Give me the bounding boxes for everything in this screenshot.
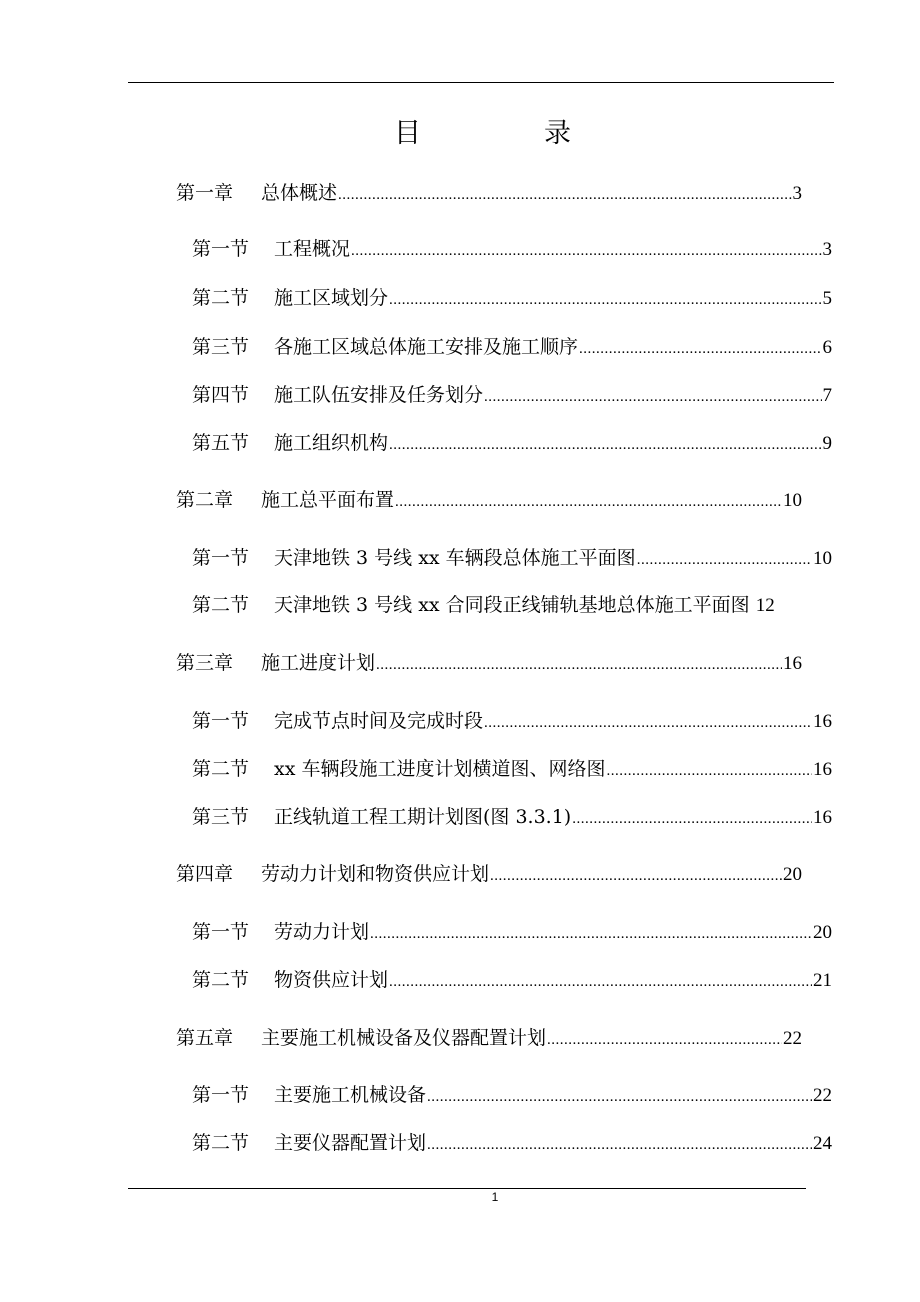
toc-entry-page: 20: [813, 922, 832, 943]
toc-entry-label: 第一节: [192, 710, 250, 732]
toc-entry-name: 正线轨道工程工期计划图(图 3.3.1): [274, 806, 572, 828]
toc-entry-leader: [606, 758, 812, 784]
toc-chapter-5[interactable]: [176, 1025, 802, 1053]
toc-entry-leader: [572, 806, 812, 832]
toc-entry-page: 7: [822, 385, 832, 406]
toc-entry-name: 劳动力计划: [274, 921, 370, 943]
toc-title: [0, 116, 920, 156]
toc-entry-label: 第三章: [176, 652, 234, 674]
toc-entry-leader: [389, 969, 812, 995]
toc-entry-label: 第四节: [192, 384, 250, 406]
toc-section-4-1[interactable]: [192, 919, 832, 947]
toc-chapter-2[interactable]: [176, 487, 802, 515]
toc-entry-name: 天津地铁 3 号线 xx 车辆段总体施工平面图: [274, 547, 636, 569]
toc-entry-leader: [547, 1027, 782, 1053]
toc-entry-leader: [484, 710, 812, 736]
toc-entry-label: 第一节: [192, 238, 250, 260]
toc-chapter-1[interactable]: [176, 180, 802, 208]
toc-entry-label: 第三节: [192, 806, 250, 828]
toc-entry-name: 主要仪器配置计划: [274, 1132, 427, 1154]
toc-title-part1: 目: [394, 118, 421, 149]
toc-entry-name: 施工总平面布置: [261, 489, 395, 511]
toc-entry-page: 16: [783, 653, 802, 674]
toc-entry-name: 施工组织机构: [274, 432, 389, 454]
toc-entry-page: 6: [822, 337, 832, 358]
toc-entry-name: 施工进度计划: [261, 652, 376, 674]
toc-entry-page: 16: [813, 807, 832, 828]
toc-section-3-2[interactable]: [192, 756, 832, 784]
toc-entry-label: 第一节: [192, 1084, 250, 1106]
toc-section-1-1[interactable]: [192, 236, 832, 264]
header-rule: [128, 82, 834, 83]
toc-entry-label: 第二节: [192, 594, 250, 616]
toc-entry-page: 22: [783, 1028, 802, 1049]
toc-section-5-1[interactable]: [192, 1082, 832, 1110]
toc-entry-leader: [490, 863, 782, 889]
toc-entry-page: 9: [822, 433, 832, 454]
toc-entry-name: 完成节点时间及完成时段: [274, 710, 484, 732]
toc-entry-name: 工程概况: [274, 238, 351, 260]
toc-section-2-1[interactable]: [192, 545, 832, 573]
toc-entry-page: 5: [822, 288, 832, 309]
toc-section-3-3[interactable]: [192, 804, 832, 832]
toc-entry-label: 第五章: [176, 1027, 234, 1049]
toc-entry-name: 施工区域划分: [274, 287, 389, 309]
toc-entry-leader: [376, 652, 782, 678]
toc-entry-name: 主要施工机械设备及仪器配置计划: [261, 1027, 547, 1049]
toc-entry-label: 第三节: [192, 336, 250, 358]
toc-entry-label: 第四章: [176, 863, 234, 885]
toc-title-part2: 录: [544, 118, 571, 149]
toc-entry-label: 第二节: [192, 1132, 250, 1154]
toc-entry-page: 16: [813, 711, 832, 732]
toc-entry-page: 20: [783, 864, 802, 885]
toc-entry-page: 12: [755, 595, 775, 616]
toc-entry-label: 第一章: [176, 182, 234, 204]
toc-chapter-4[interactable]: [176, 861, 802, 889]
toc-entry-page: 10: [813, 548, 832, 569]
toc-section-5-2[interactable]: [192, 1130, 832, 1158]
toc-entry-label: 第一节: [192, 921, 250, 943]
toc-entry-leader: [637, 547, 812, 573]
toc-entry-name: 天津地铁 3 号线 xx 合同段正线铺轨基地总体施工平面图: [274, 594, 750, 616]
toc-section-4-2[interactable]: [192, 967, 832, 995]
toc-section-3-1[interactable]: [192, 708, 832, 736]
toc-entry-leader: [389, 287, 821, 313]
toc-entry-leader: [427, 1132, 812, 1158]
toc-entry-name: 总体概述: [261, 182, 338, 204]
toc-entry-leader: [338, 182, 791, 208]
toc-entry-leader: [351, 238, 821, 264]
toc-entry-leader: [389, 432, 821, 458]
toc-section-1-3[interactable]: [192, 334, 832, 362]
toc-section-2-2[interactable]: [192, 592, 832, 619]
toc-entry-leader: [427, 1084, 812, 1110]
toc-section-1-4[interactable]: [192, 382, 832, 410]
toc-entry-label: 第五节: [192, 432, 250, 454]
toc-entry-page: 24: [813, 1133, 832, 1154]
toc-section-1-2[interactable]: [192, 285, 832, 313]
toc-entry-name: 各施工区域总体施工安排及施工顺序: [274, 336, 579, 358]
toc-entry-leader: [484, 384, 821, 410]
toc-entry-label: 第二节: [192, 969, 250, 991]
toc-entry-page: 16: [813, 759, 832, 780]
toc-entry-leader: [579, 336, 821, 362]
toc-entry-page: 21: [813, 970, 832, 991]
toc-entry-name: 物资供应计划: [274, 969, 389, 991]
toc-entry-page: 10: [783, 490, 802, 511]
toc-entry-name: 施工队伍安排及任务划分: [274, 384, 484, 406]
toc-entry-label: 第一节: [192, 547, 250, 569]
toc-entry-label: 第二节: [192, 287, 250, 309]
toc-entry-leader: [395, 489, 782, 515]
toc-entry-page: 3: [822, 239, 832, 260]
toc-entry-name: 劳动力计划和物资供应计划: [261, 863, 490, 885]
toc-entry-page: 3: [792, 183, 802, 204]
toc-entry-label: 第二节: [192, 758, 250, 780]
page-number: 1: [491, 1190, 499, 1204]
toc-entry-name: 主要施工机械设备: [274, 1084, 427, 1106]
toc-section-1-5[interactable]: [192, 430, 832, 458]
toc-entry-leader: [370, 921, 812, 947]
toc-entry-label: 第二章: [176, 489, 234, 511]
toc-chapter-3[interactable]: [176, 650, 802, 678]
toc-entry-page: 22: [813, 1085, 832, 1106]
footer-rule: [128, 1188, 806, 1189]
toc-entry-name: xx 车辆段施工进度计划横道图、网络图: [274, 758, 606, 780]
